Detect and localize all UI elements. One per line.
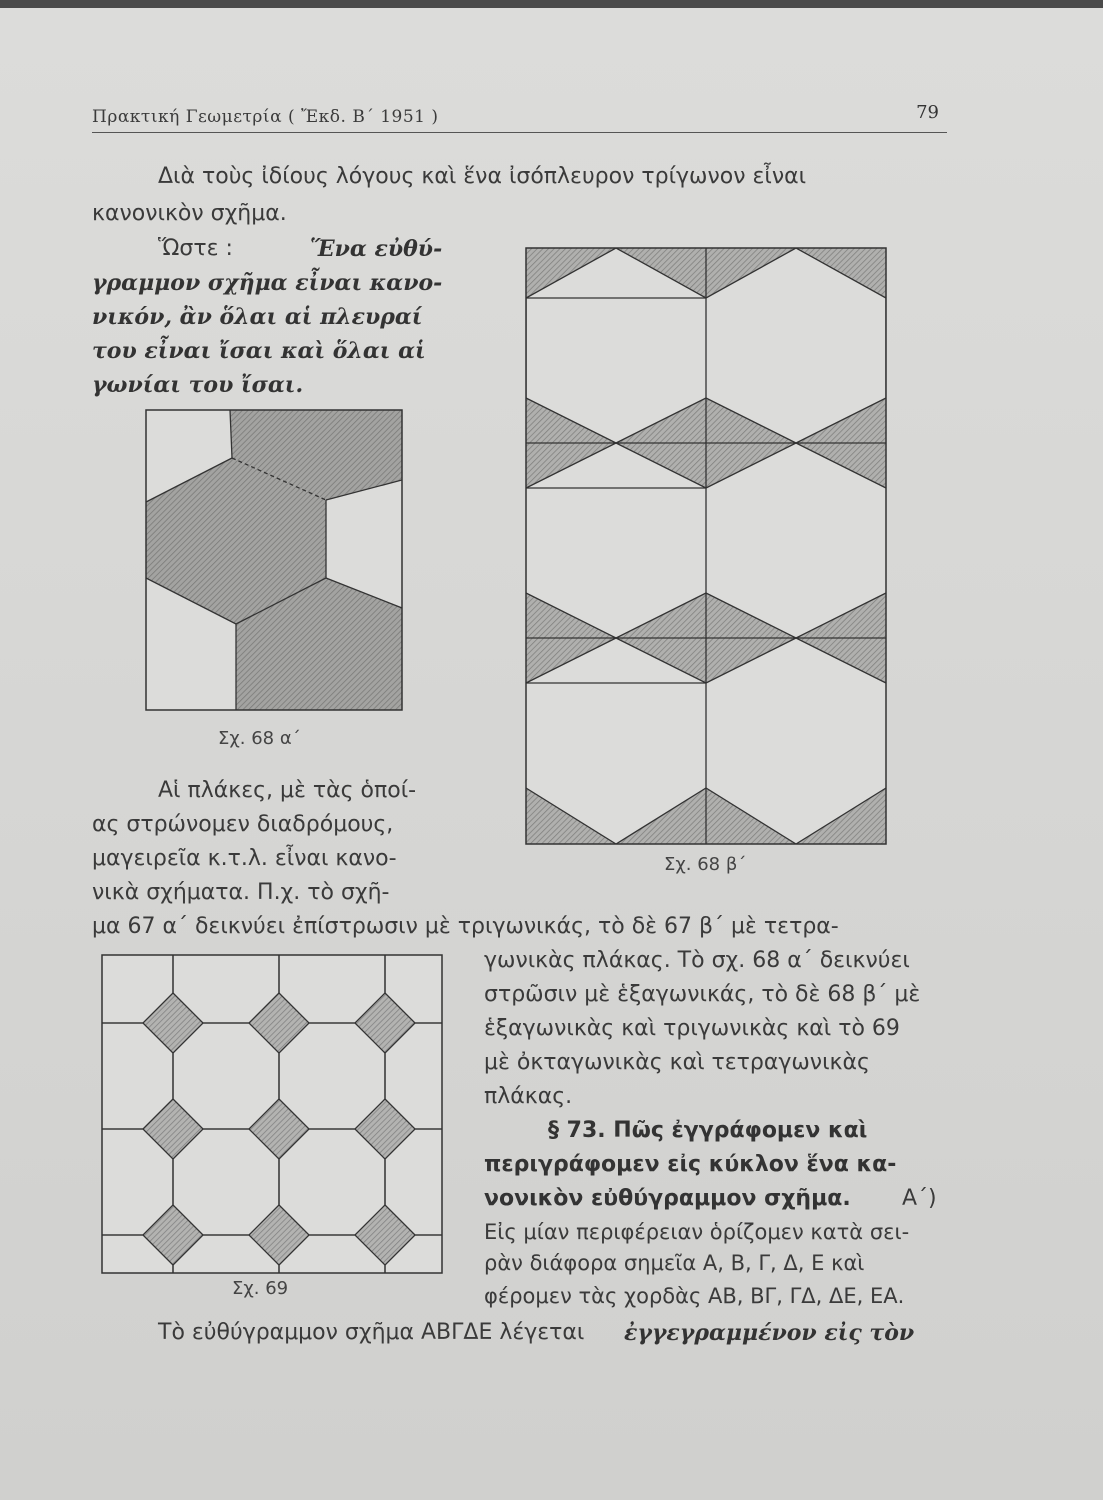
section-73-heading-2: περιγράφομεν εἰς κύκλον ἕνα κα- [484,1152,897,1177]
square-tile [37,1205,97,1265]
figure-68a-hexagon-tiling [146,410,402,710]
section-73-line-6: φέρομεν τὰς χορδὰς ΑΒ, ΒΓ, ΓΔ, ΔΕ, ΕΑ. [484,1284,905,1308]
section-73-line-7: Τὸ εὐθύγραμμον σχῆμα ΑΒΓΔΕ λέγεται [158,1320,585,1345]
tiles-line-4: νικὰ σχήματα. Π.χ. τὸ σχῆ- [92,880,390,905]
tiles-line-10: πλάκας. [484,1084,573,1109]
intro-line-2: κανονικὸν σχῆμα. [92,201,287,226]
tiles-line-1: Αἱ πλάκες, μὲ τὰς ὁποί- [158,778,417,803]
tiles-line-5: μα 67 α΄ δεικνύει ἐπίστρωσιν μὲ τριγωνικάς, τὸ δὲ 67 β΄ μὲ τετρα- [92,914,839,939]
book-title: Πρακτική Γεωμετρία ( Ἔκδ. Β΄ 1951 ) [92,107,439,127]
figure-69-caption: Σχ. 69 [232,1278,289,1299]
section-73-heading-1: § 73. Πῶς ἐγγράφομεν καὶ [548,1118,868,1143]
section-73-line-7-italic: ἐγγεγραμμένον εἰς τὸν [624,1320,915,1346]
tiles-line-9: μὲ ὀκταγωνικὰς καὶ τετραγωνικὰς [484,1050,870,1075]
section-73-line-5: ρὰν διάφορα σημεῖα Α, Β, Γ, Δ, Ε καὶ [484,1251,865,1275]
section-73-part-a: Α΄) [902,1186,937,1211]
figure-68a-caption: Σχ. 68 α΄ [218,728,301,749]
tiles-line-2: ας στρώνομεν διαδρόμους, [92,812,394,837]
square-tile [37,1099,97,1159]
tiles-line-8: ἑξαγωνικὰς καὶ τριγωνικὰς καὶ τὸ 69 [484,1016,900,1041]
square-tile [37,993,97,1053]
octagon-tile [67,1341,173,1447]
tiles-line-6: γωνικὰς πλάκας. Τὸ σχ. 68 α΄ δεικνύει [484,948,910,973]
section-73-line-4: Εἰς μίαν περιφέρειαν ὁρίζομεν κατὰ σει- [484,1220,910,1244]
scan-edge [0,0,1103,8]
square-tile [37,887,97,947]
octagon-tile [385,1341,491,1447]
figure-68b-caption: Σχ. 68 β΄ [664,854,747,875]
section-73-heading-3: νονικὸν εὐθύγραμμον σχῆμα. [484,1186,851,1211]
definition-line-2: γραμμον σχῆμα εἶναι κανο- [92,270,443,296]
figure-69-octagon-square-tiling [102,955,442,1273]
octagon-tile [491,1341,597,1447]
intro-line-1: Διὰ τοὺς ἰδίους λόγους καὶ ἕνα ἰσόπλευρον τρίγωνον εἶναι [158,164,807,189]
tiles-line-7: στρῶσιν μὲ ἑξαγωνικάς, τὸ δὲ 68 β΄ μὲ [484,982,921,1007]
figure-68b-hexagon-triangle-tiling [526,248,886,844]
definition-line-4: του εἶναι ἴσαι καὶ ὅλαι αἱ [92,338,426,364]
definition-line-1: Ἕνα εὐθύ- [310,236,443,262]
definition-prefix: Ὥστε : [158,236,233,261]
square-tile [37,1311,97,1371]
octagon-tile [173,1341,279,1447]
octagon-tile [279,1341,385,1447]
definition-line-3: νικόν, ἂν ὅλαι αἱ πλευραί [92,304,423,330]
definition-line-5: γωνίαι του ἴσαι. [92,372,304,398]
page-number: 79 [916,102,939,123]
tiles-line-3: μαγειρεῖα κ.τ.λ. εἶναι κανο- [92,846,397,871]
running-header [92,104,947,133]
